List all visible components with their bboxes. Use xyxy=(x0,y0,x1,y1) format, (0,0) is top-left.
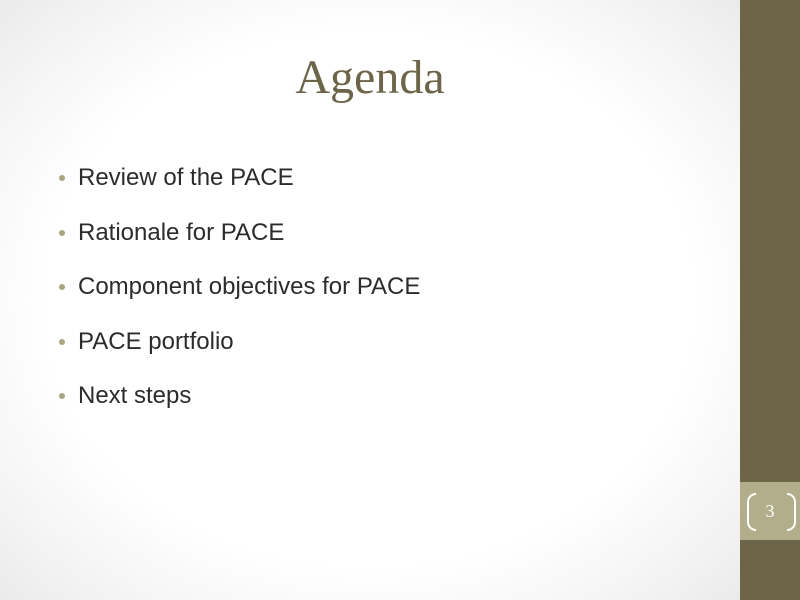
bullet-list xyxy=(56,160,420,433)
bullet-text: Component objectives for PACE xyxy=(78,273,421,300)
slide-title: Agenda xyxy=(295,51,445,104)
bullet-item xyxy=(56,324,420,379)
bullet-item xyxy=(56,269,420,324)
page-number-badge xyxy=(740,482,800,540)
bullet-item xyxy=(56,160,420,215)
bullet-text: Review of the PACE xyxy=(78,164,294,191)
bullet-item xyxy=(56,215,420,270)
bullet-dot-icon xyxy=(59,393,65,399)
bullet-text: Rationale for PACE xyxy=(78,218,285,246)
bullet-dot-icon xyxy=(59,230,65,236)
page-number: 3 xyxy=(765,501,775,521)
bullet-dot-icon xyxy=(59,175,65,181)
bullet-text: Next steps xyxy=(78,382,192,409)
bullet-item xyxy=(56,378,420,433)
bullet-dot-icon xyxy=(59,284,65,290)
bullet-text: PACE portfolio xyxy=(78,327,234,355)
bullet-dot-icon xyxy=(59,339,65,345)
